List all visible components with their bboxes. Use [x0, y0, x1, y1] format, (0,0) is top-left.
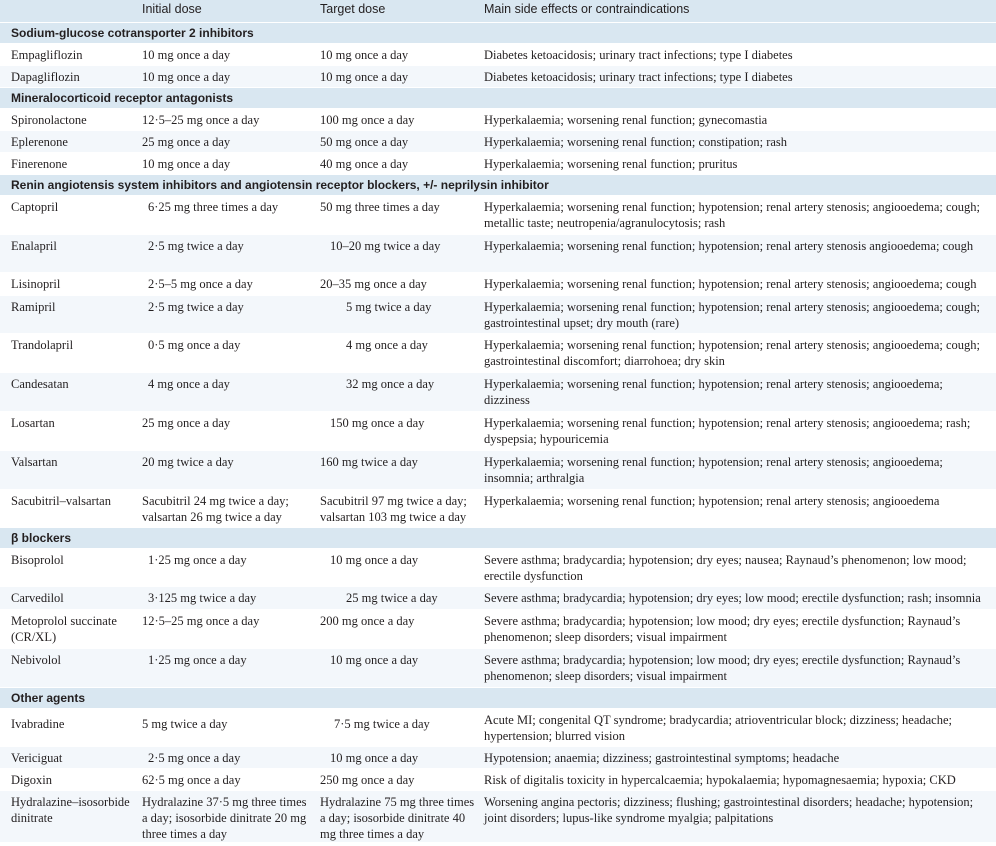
- side-effects: Hyperkalaemia; worsening renal function; hypotension; renal artery stenosis; angiooedema; rash; dyspepsia; hypouricemia: [484, 416, 971, 446]
- table-row: [0, 489, 996, 527]
- drug-name: Finerenone: [11, 157, 68, 171]
- side-effects: Hypotension; anaemia; dizziness; gastrointestinal symptoms; headache: [484, 751, 840, 765]
- table-row: [0, 411, 996, 450]
- table-row: [0, 295, 996, 333]
- target-dose: 10 mg once a day: [330, 653, 419, 667]
- drug-name: Captopril: [11, 200, 59, 214]
- side-effects: Hyperkalaemia; worsening renal function; hypotension; renal artery stenosis; angiooedema; cough; gastrointestinal discomfort; diarrohoea; dry skin: [484, 338, 981, 368]
- side-effects: Hyperkalaemia; worsening renal function; hypotension; renal artery stenosis; angiooedema; cough: [484, 277, 977, 291]
- section-header: [0, 527, 996, 548]
- drug-name: Losartan: [11, 416, 55, 430]
- drug-name: Trandolapril: [11, 338, 74, 352]
- table-row: [0, 130, 996, 152]
- initial-dose: 10 mg once a day: [142, 157, 231, 171]
- drug-name: Nebivolol: [11, 653, 61, 667]
- initial-dose: 1·25 mg once a day: [148, 653, 247, 667]
- side-effects: Severe asthma; bradycardia; hypotension; dry eyes; nausea; Raynaud’s phenomenon; low mood; erectile dysfunction: [484, 553, 967, 583]
- target-dose: 160 mg twice a day: [320, 455, 418, 469]
- drug-name: Eplerenone: [11, 135, 68, 149]
- target-dose: 200 mg once a day: [320, 614, 415, 628]
- side-effects: Hyperkalaemia; worsening renal function; hypotension; renal artery stenosis angiooedema; cough: [484, 239, 974, 253]
- table-row: [0, 790, 996, 842]
- section-header: [0, 87, 996, 108]
- target-dose: 10 mg once a day: [320, 70, 409, 84]
- section-title: Sodium-glucose cotransporter 2 inhibitors: [11, 26, 254, 40]
- drug-name: Hydralazine–isosorbide dinitrate: [11, 795, 130, 825]
- initial-dose: 3·125 mg twice a day: [148, 591, 257, 605]
- table-row: [0, 65, 996, 87]
- side-effects: Hyperkalaemia; worsening renal function; hypotension; renal artery stenosis; angiooedema; dizziness: [484, 377, 943, 407]
- initial-dose: 25 mg once a day: [142, 416, 231, 430]
- target-dose: 32 mg once a day: [346, 377, 435, 391]
- side-effects: Diabetes ketoacidosis; urinary tract infections; type I diabetes: [484, 48, 793, 62]
- table-row: [0, 333, 996, 372]
- initial-dose: 62·5 mg once a day: [142, 773, 241, 787]
- table-row: [0, 450, 996, 489]
- target-dose: 100 mg once a day: [320, 113, 415, 127]
- side-effects: Hyperkalaemia; worsening renal function; pruritus: [484, 157, 738, 171]
- initial-dose: 2·5 mg twice a day: [148, 239, 244, 253]
- drug-name: Carvedilol: [11, 591, 64, 605]
- table-row: [0, 586, 996, 609]
- side-effects: Hyperkalaemia; worsening renal function; hypotension; renal artery stenosis; angiooedema; insomnia; arthralgia: [484, 455, 943, 485]
- initial-dose: 0·5 mg once a day: [148, 338, 241, 352]
- drug-name: Ramipril: [11, 300, 56, 314]
- initial-dose: 25 mg once a day: [142, 135, 231, 149]
- target-dose: 10–20 mg twice a day: [330, 239, 441, 253]
- initial-dose: 20 mg twice a day: [142, 455, 234, 469]
- drug-name: Enalapril: [11, 239, 57, 253]
- initial-dose: 12·5–25 mg once a day: [142, 113, 260, 127]
- target-dose: Hydralazine 75 mg three times a day; isosorbide dinitrate 40 mg three times a day: [320, 795, 475, 841]
- drug-name: Digoxin: [11, 773, 52, 787]
- initial-dose: 10 mg once a day: [142, 70, 231, 84]
- drug-name: Spironolactone: [11, 113, 87, 127]
- drug-name: Dapagliflozin: [11, 70, 80, 84]
- header-target-dose: Target dose: [320, 2, 386, 16]
- side-effects: Severe asthma; bradycardia; hypotension; dry eyes; low mood; erectile dysfunction; rash; insomnia: [484, 591, 981, 605]
- drug-name: Lisinopril: [11, 277, 61, 291]
- initial-dose: 2·5 mg twice a day: [148, 300, 244, 314]
- section-header: [0, 22, 996, 43]
- initial-dose: 5 mg twice a day: [142, 717, 228, 731]
- table-row: [0, 708, 996, 746]
- target-dose: 250 mg once a day: [320, 773, 415, 787]
- side-effects: Severe asthma; bradycardia; hypotension; low mood; dry eyes; erectile dysfunction; Raynaud’s phenomenon; sleep disorders; visual impairment: [484, 614, 961, 644]
- target-dose: 4 mg once a day: [346, 338, 428, 352]
- initial-dose: Sacubitril 24 mg twice a day; valsartan 26 mg twice a day: [142, 494, 289, 524]
- table-row: [0, 43, 996, 65]
- initial-dose: 6·25 mg three times a day: [148, 200, 279, 214]
- target-dose: Sacubitril 97 mg twice a day; valsartan 103 mg twice a day: [320, 494, 467, 524]
- table-row: [0, 768, 996, 790]
- table-row: [0, 372, 996, 411]
- side-effects: Worsening angina pectoris; dizziness; flushing; gastrointestinal disorders; headache; hypotension; joint disorders; lupus-like syndrome myalgia; palpitations: [484, 795, 974, 825]
- section-title: Renin angiotensis system inhibitors and angiotensin receptor blockers, +/- neprilysin inhibitor: [11, 178, 549, 192]
- target-dose: 5 mg twice a day: [346, 300, 432, 314]
- section-title: Other agents: [11, 691, 86, 705]
- section-title: β blockers: [11, 531, 72, 545]
- side-effects: Hyperkalaemia; worsening renal function; gynecomastia: [484, 113, 768, 127]
- target-dose: 7·5 mg twice a day: [334, 717, 430, 731]
- table-row: [0, 234, 996, 272]
- drug-name: Vericiguat: [11, 751, 63, 765]
- target-dose: 25 mg twice a day: [346, 591, 438, 605]
- side-effects: Severe asthma; bradycardia; hypotension; low mood; dry eyes; erectile dysfunction; Raynaud’s phenomenon; sleep disorders; visual impairment: [484, 653, 961, 683]
- target-dose: 50 mg three times a day: [320, 200, 440, 214]
- initial-dose: 4 mg once a day: [148, 377, 230, 391]
- table-row: [0, 272, 996, 295]
- initial-dose: 2·5 mg once a day: [148, 751, 241, 765]
- target-dose: 20–35 mg once a day: [320, 277, 427, 291]
- table-row: [0, 648, 996, 687]
- header-side-effects: Main side effects or contraindications: [484, 2, 690, 16]
- initial-dose: 2·5–5 mg once a day: [148, 277, 253, 291]
- table-row: [0, 195, 996, 234]
- section-title: Mineralocorticoid receptor antagonists: [11, 91, 234, 105]
- drug-name: Bisoprolol: [11, 553, 64, 567]
- drug-name: Metoprolol succinate (CR/XL): [11, 614, 117, 644]
- table-row: [0, 746, 996, 768]
- initial-dose: 12·5–25 mg once a day: [142, 614, 260, 628]
- target-dose: 150 mg once a day: [330, 416, 425, 430]
- side-effects: Hyperkalaemia; worsening renal function; hypotension; renal artery stenosis; angiooedema: [484, 494, 940, 508]
- target-dose: 40 mg once a day: [320, 157, 409, 171]
- side-effects: Acute MI; congenital QT syndrome; bradycardia; atrioventricular block; dizziness; headache; hypertension; blurred vision: [484, 713, 952, 743]
- drug-name: Valsartan: [11, 455, 58, 469]
- target-dose: 10 mg once a day: [330, 553, 419, 567]
- initial-dose: 10 mg once a day: [142, 48, 231, 62]
- target-dose: 10 mg once a day: [330, 751, 419, 765]
- table-row: [0, 108, 996, 130]
- side-effects: Hyperkalaemia; worsening renal function; hypotension; renal artery stenosis; angiooedema; cough; metallic taste; neutropenia/agranulocytosis; rash: [484, 200, 981, 230]
- side-effects: Risk of digitalis toxicity in hypercalcaemia; hypokalaemia; hypomagnesaemia; hypoxia; CKD: [484, 773, 956, 787]
- table-row: [0, 152, 996, 174]
- table-body: [0, 22, 996, 842]
- header-initial-dose: Initial dose: [142, 2, 202, 16]
- drug-name: Ivabradine: [11, 717, 65, 731]
- initial-dose: 1·25 mg once a day: [148, 553, 247, 567]
- initial-dose: Hydralazine 37·5 mg three times a day; isosorbide dinitrate 20 mg three times a day: [142, 795, 307, 841]
- side-effects: Hyperkalaemia; worsening renal function; constipation; rash: [484, 135, 788, 149]
- drug-name: Sacubitril–valsartan: [11, 494, 111, 508]
- section-header: [0, 174, 996, 195]
- drug-name: Empagliflozin: [11, 48, 83, 62]
- table-header: [0, 0, 996, 22]
- drug-name: Candesatan: [11, 377, 69, 391]
- table-row: [0, 548, 996, 586]
- side-effects: Hyperkalaemia; worsening renal function; hypotension; renal artery stenosis; angiooedema; cough; gastrointestinal upset; dry mouth (rare): [484, 300, 981, 330]
- target-dose: 50 mg once a day: [320, 135, 409, 149]
- table-row: [0, 609, 996, 648]
- target-dose: 10 mg once a day: [320, 48, 409, 62]
- section-header: [0, 687, 996, 708]
- side-effects: Diabetes ketoacidosis; urinary tract infections; type I diabetes: [484, 70, 793, 84]
